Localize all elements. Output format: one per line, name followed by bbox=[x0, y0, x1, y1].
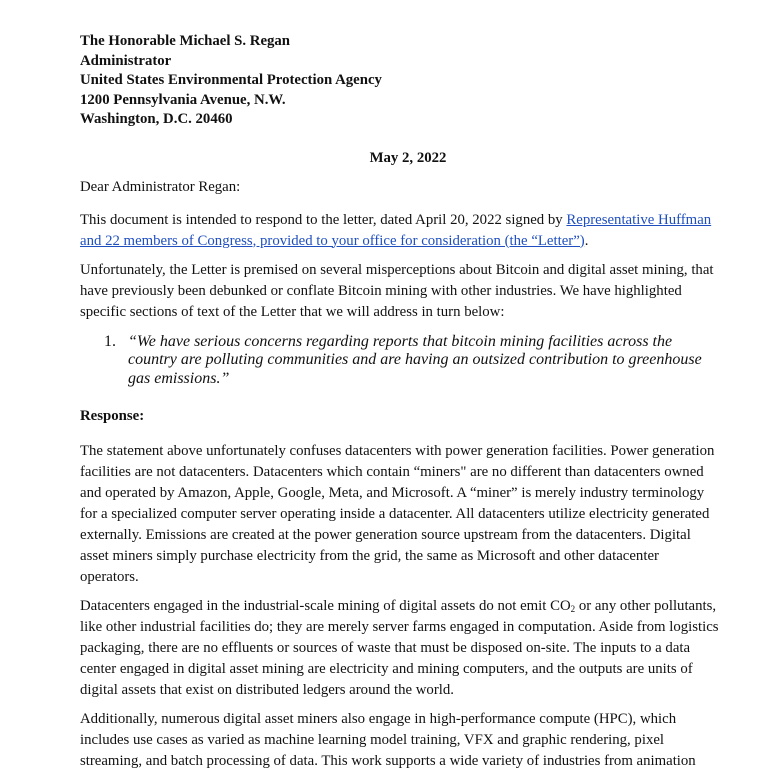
emissions-text-end: or any other pollutants, like other industrial facilities do; they are merely server farms engaged in computation. Aside from logistics packaging, there are no effluents or sources of waste that must be disposed on-site. The inputs to a data center engaged in digital asset mining are electricity and mining computers, and the outputs are units of digital assets that exist on distributed ledgers around the world. bbox=[80, 597, 719, 698]
quote-text: “We have serious concerns regarding reports that bitcoin mining facilities across the country are polluting communities and are having an outsized contribution to greenhouse gas emissions.” bbox=[128, 332, 702, 387]
recipient-name: The Honorable Michael S. Regan bbox=[80, 33, 291, 49]
co2-subscript: 2 bbox=[570, 603, 576, 614]
misperceptions-paragraph: Unfortunately, the Letter is premised on several misperceptions about Bitcoin and digital asset mining, that have previously been debunked or conflate Bitcoin mining with other industries. We have highlighted specific sections of text of the Letter that we will address in turn below: bbox=[80, 261, 714, 320]
congress-letter-link[interactable]: Representative Huffman and 22 members of Congress, provided to your office for consideration (the “Letter”) bbox=[80, 211, 712, 249]
recipient-title: Administrator bbox=[80, 52, 172, 69]
intro-paragraph bbox=[80, 210, 720, 252]
recipient-agency: United States Environmental Protection Agency bbox=[80, 72, 382, 88]
letter-page bbox=[80, 32, 720, 772]
salutation: Dear Administrator Regan: bbox=[80, 178, 241, 195]
datacenter-paragraph: The statement above unfortunately confuses datacenters with power generation facilities. Power generation facilities are not datacenters. Datacenters which contain “miners" are no different than datacenters owned and operated by Amazon, Apple, Google, Meta, and Microsoft. A “miner” is merely industry terminology for a specialized computer server operating inside a datacenter. All datacenters utilize electricity generated externally. Emissions are created at the power generation source upstream from the datacenters. Digital asset miners simply purchase electricity from the grid, the same as Microsoft and other datacenter operators. bbox=[80, 442, 715, 585]
recipient-address bbox=[80, 32, 720, 130]
emissions-paragraph bbox=[80, 596, 720, 701]
recipient-city: Washington, D.C. 20460 bbox=[80, 111, 233, 127]
quoted-concern bbox=[80, 333, 720, 389]
response-heading: Response: bbox=[80, 407, 145, 424]
quote-number: 1. bbox=[104, 332, 116, 350]
intro-text: This document is intended to respond to the letter, dated April 20, 2022 signed by bbox=[80, 211, 567, 228]
letter-date: May 2, 2022 bbox=[369, 149, 447, 166]
intro-period: . bbox=[584, 232, 589, 249]
hpc-paragraph: Additionally, numerous digital asset miners also engage in high-performance compute (HPC), which includes use cases as varied as machine learning model training, VFX and graphic rendering, pixel streaming, and batch processing of data. This work supports a wide variety of industries from animation bbox=[80, 710, 696, 769]
recipient-street: 1200 Pennsylvania Avenue, N.W. bbox=[80, 91, 286, 108]
emissions-text-start: Datacenters engaged in the industrial-scale mining of digital assets do not emit CO bbox=[80, 597, 571, 614]
